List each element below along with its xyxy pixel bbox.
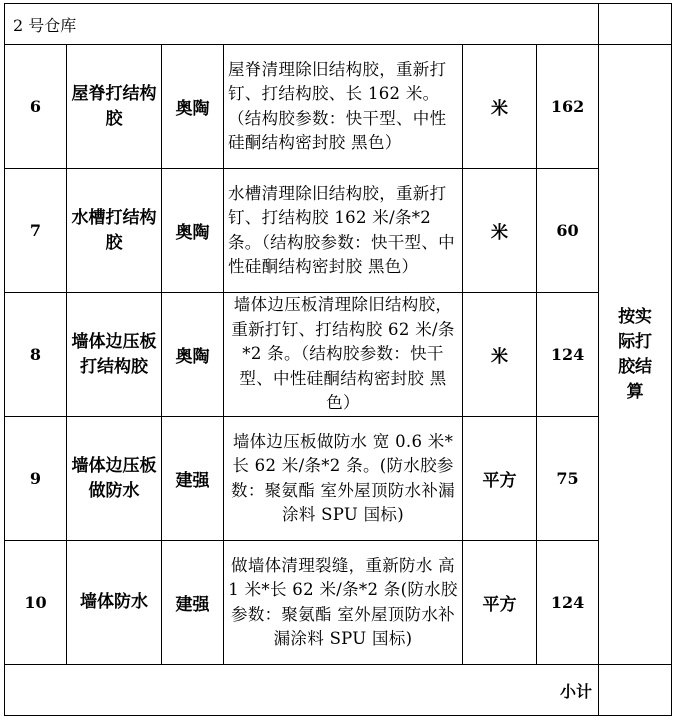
item-number: 6 xyxy=(5,45,67,169)
item-unit: 米 xyxy=(463,293,537,417)
item-name: 墙体防水 xyxy=(67,541,162,665)
table-row xyxy=(5,169,672,293)
table-row xyxy=(5,541,672,665)
item-unit: 米 xyxy=(463,169,537,293)
item-brand: 奥陶 xyxy=(162,293,224,417)
item-quantity: 162 xyxy=(537,45,599,169)
item-brand: 建强 xyxy=(162,417,224,541)
table-row xyxy=(5,417,672,541)
item-quantity: 75 xyxy=(537,417,599,541)
item-description: 水槽清理除旧结构胶，重新打钉、打结构胶 162 米/条*2 条。（结构胶参数：快干型、中性硅酮结构密封胶 黑色） xyxy=(224,169,463,293)
item-unit: 米 xyxy=(463,45,537,169)
item-number: 7 xyxy=(5,169,67,293)
item-quantity: 124 xyxy=(537,293,599,417)
item-quantity: 124 xyxy=(537,541,599,665)
item-name: 屋脊打结构胶 xyxy=(67,45,162,169)
item-quantity: 60 xyxy=(537,169,599,293)
section-title: 2 号仓库 xyxy=(5,4,599,45)
item-description: 做墙体清理裂缝，重新防水 高 1 米*长 62 米/条*2 条(防水胶参数：聚氨酯 室外屋顶防水补漏涂料 SPU 国标) xyxy=(224,541,463,665)
empty-cell xyxy=(599,4,672,45)
item-brand: 奥陶 xyxy=(162,169,224,293)
item-name: 墙体边压板做防水 xyxy=(67,417,162,541)
item-name: 水槽打结构胶 xyxy=(67,169,162,293)
item-description: 屋脊清理除旧结构胶，重新打钉、打结构胶、长 162 米。（结构胶参数：快干型、中性硅酮结构密封胶 黑色） xyxy=(224,45,463,169)
settlement-note xyxy=(599,45,672,665)
subtotal-value xyxy=(599,665,672,716)
item-number: 8 xyxy=(5,293,67,417)
item-description: 墙体边压板做防水 宽 0.6 米*长 62 米/条*2 条。(防水胶参数：聚氨酯 室外屋顶防水补漏涂料 SPU 国标) xyxy=(224,417,463,541)
settlement-note-text: 按实际打胶结算 xyxy=(618,306,653,402)
subtotal-label: 小计 xyxy=(5,665,599,716)
item-description: 墙体边压板清理除旧结构胶，重新打钉、打结构胶 62 米/条*2 条。（结构胶参数：快干型、中性硅酮结构密封胶 黑色） xyxy=(224,293,463,417)
quote-table xyxy=(4,3,672,716)
table-row xyxy=(5,293,672,417)
item-name: 墙体边压板打结构胶 xyxy=(67,293,162,417)
item-unit: 平方 xyxy=(463,541,537,665)
item-brand: 奥陶 xyxy=(162,45,224,169)
item-number: 9 xyxy=(5,417,67,541)
item-brand: 建强 xyxy=(162,541,224,665)
item-unit: 平方 xyxy=(463,417,537,541)
table-row xyxy=(5,45,672,169)
item-number: 10 xyxy=(5,541,67,665)
